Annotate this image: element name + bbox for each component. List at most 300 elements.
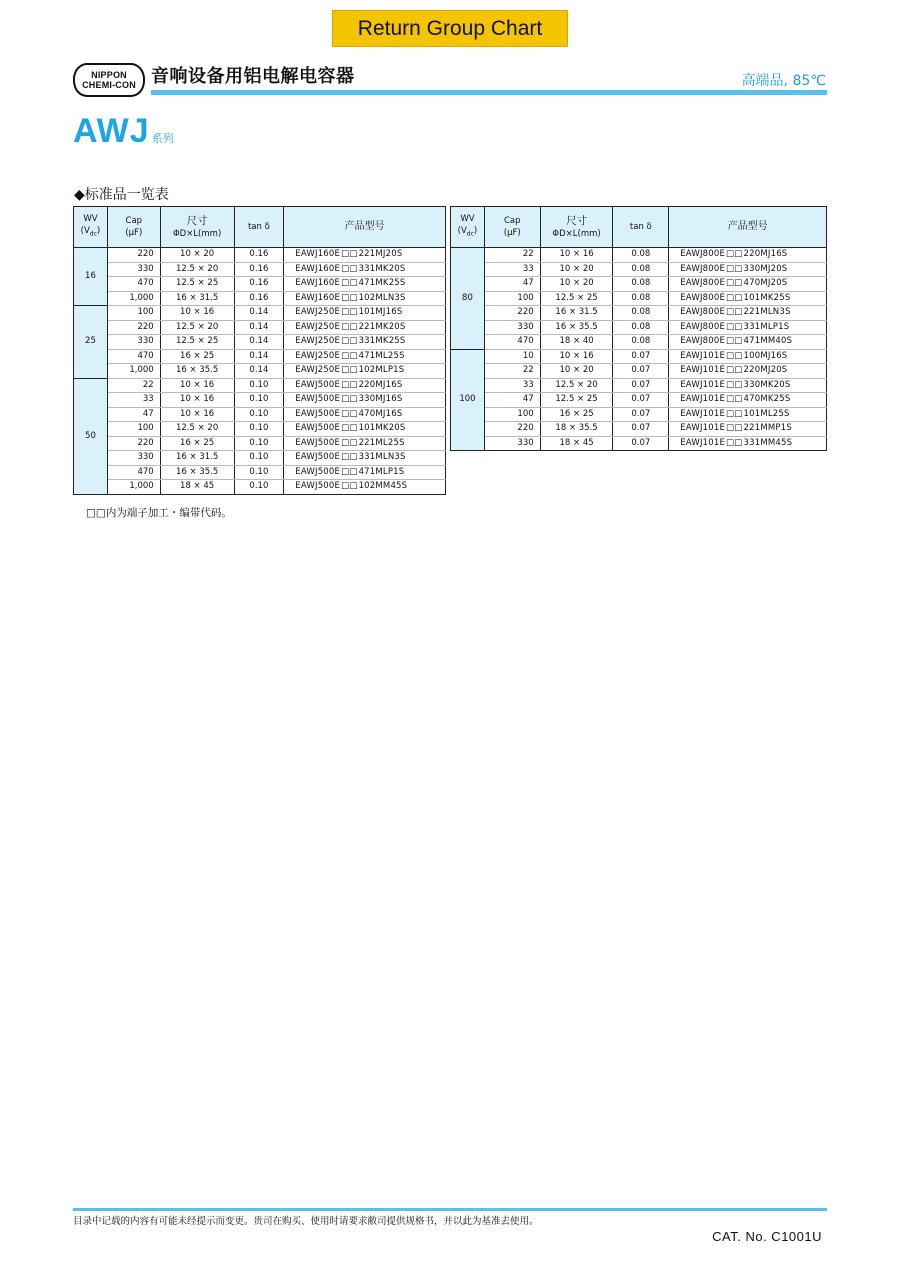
wv-cell: 16 xyxy=(74,248,108,306)
part-suffix: 100MJ16S xyxy=(743,350,788,361)
box-glyphs: □□ xyxy=(726,321,743,332)
part-suffix: 331MM45S xyxy=(743,437,793,448)
cap-cell: 470 xyxy=(107,277,160,292)
part-prefix: EAWJ800E xyxy=(680,307,726,318)
series-suffix: 系列 xyxy=(151,132,174,145)
part-prefix: EAWJ800E xyxy=(680,336,726,347)
size-header-text: ΦD×L(mm) xyxy=(552,228,601,239)
part-number-cell xyxy=(284,262,446,277)
tan-cell: 0.08 xyxy=(613,335,669,350)
tan-header xyxy=(234,207,284,248)
tan-cell: 0.10 xyxy=(234,378,284,393)
terminal-code-placeholder xyxy=(341,322,357,332)
table-row xyxy=(451,436,827,451)
part-prefix: EAWJ250E xyxy=(295,365,341,376)
box-glyphs: □□ xyxy=(726,365,743,376)
part-suffix: 471MM40S xyxy=(743,336,793,347)
table-note: □□内为端子加工・编带代码。 xyxy=(86,507,232,519)
box-glyphs: □□ xyxy=(726,350,743,361)
part-number-cell xyxy=(284,378,446,393)
terminal-code-placeholder xyxy=(341,293,357,303)
part-suffix: 331MK25S xyxy=(358,336,406,347)
size-cell: 12.5 × 20 xyxy=(540,378,613,393)
part-number-cell xyxy=(284,335,446,350)
tan-cell: 0.07 xyxy=(613,349,669,364)
part-number-cell xyxy=(284,407,446,422)
box-glyphs: □□ xyxy=(726,263,743,274)
tan-cell: 0.08 xyxy=(613,277,669,292)
wv-unit: $(V_{dc})$ xyxy=(457,226,478,238)
part-prefix: EAWJ500E xyxy=(295,466,341,477)
terminal-code-placeholder xyxy=(726,264,742,274)
part-prefix: EAWJ101E xyxy=(680,408,726,419)
tan-cell: 0.14 xyxy=(234,349,284,364)
size-cell: 16 × 25 xyxy=(540,407,613,422)
cap-cell: 10 xyxy=(484,349,540,364)
part-suffix: 220MJ20S xyxy=(743,365,788,376)
wv-header xyxy=(451,207,485,248)
box-glyphs: □□ xyxy=(726,278,743,289)
terminal-code-placeholder xyxy=(726,307,742,317)
part-number-cell xyxy=(284,277,446,292)
size-header-text: 尺寸 xyxy=(566,214,588,227)
size-header-text: 尺寸 xyxy=(186,214,208,227)
cap-cell: 1,000 xyxy=(107,291,160,306)
cap-cell: 220 xyxy=(107,248,160,263)
table-row xyxy=(451,422,827,437)
cap-cell: 470 xyxy=(107,349,160,364)
cap-cell: 47 xyxy=(484,277,540,292)
size-cell: 10 × 16 xyxy=(540,349,613,364)
cap-cell: 100 xyxy=(107,306,160,321)
return-group-chart-button[interactable]: Return Group Chart xyxy=(332,10,568,47)
terminal-code-placeholder xyxy=(726,336,742,346)
tan-cell: 0.07 xyxy=(613,378,669,393)
cap-cell: 1,000 xyxy=(107,480,160,495)
cap-cell: 1,000 xyxy=(107,364,160,379)
part-suffix: 331MLN3S xyxy=(358,452,406,463)
cap-cell: 220 xyxy=(484,306,540,321)
cap-cell: 330 xyxy=(107,335,160,350)
terminal-code-placeholder xyxy=(726,322,742,332)
terminal-code-placeholder xyxy=(341,409,357,419)
part-number-cell xyxy=(669,248,827,263)
part-suffix: 101MJ16S xyxy=(358,307,403,318)
tan-cell: 0.08 xyxy=(613,320,669,335)
part-prefix: EAWJ250E xyxy=(295,336,341,347)
part-prefix: EAWJ101E xyxy=(680,394,726,405)
part-prefix: EAWJ800E xyxy=(680,263,726,274)
box-glyphs: □□ xyxy=(341,350,358,361)
box-glyphs: □□ xyxy=(726,379,743,390)
tan-header xyxy=(613,207,669,248)
part-suffix: 221MJ20S xyxy=(358,249,403,260)
part-number-cell xyxy=(669,277,827,292)
part-number-cell xyxy=(669,407,827,422)
part-prefix: EAWJ101E xyxy=(680,365,726,376)
table-row xyxy=(74,306,446,321)
spec-table-right xyxy=(450,206,827,451)
part-number-cell xyxy=(669,262,827,277)
tan-cell: 0.08 xyxy=(613,248,669,263)
logo-line2: CHEMI-CON xyxy=(82,80,136,90)
table-row xyxy=(74,451,446,466)
wv-header xyxy=(74,207,108,248)
size-cell: 10 × 16 xyxy=(160,306,234,321)
tan-cell: 0.14 xyxy=(234,335,284,350)
series-title xyxy=(73,112,174,151)
cap-cell: 22 xyxy=(484,364,540,379)
size-cell: 10 × 16 xyxy=(160,378,234,393)
terminal-code-placeholder xyxy=(341,394,357,404)
table-row xyxy=(451,291,827,306)
terminal-code-placeholder xyxy=(341,467,357,477)
part-suffix: 102MLP1S xyxy=(358,365,405,376)
part-suffix: 471ML25S xyxy=(358,350,405,361)
part-number-cell xyxy=(284,320,446,335)
part-prefix: EAWJ500E xyxy=(295,423,341,434)
cap-header-text: Cap xyxy=(125,216,143,226)
size-cell: 10 × 20 xyxy=(540,364,613,379)
box-glyphs: □□ xyxy=(341,408,358,419)
table-row xyxy=(74,349,446,364)
part-suffix: 101MK20S xyxy=(358,423,406,434)
part-header xyxy=(669,207,827,248)
size-cell: 12.5 × 25 xyxy=(160,277,234,292)
part-suffix: 330MK20S xyxy=(743,379,791,390)
part-number-cell xyxy=(669,291,827,306)
size-cell: 16 × 31.5 xyxy=(540,306,613,321)
tan-cell: 0.10 xyxy=(234,436,284,451)
table-row xyxy=(451,349,827,364)
box-glyphs: □□ xyxy=(341,365,358,376)
part-prefix: EAWJ800E xyxy=(680,321,726,332)
box-glyphs: □□ xyxy=(341,437,358,448)
tan-cell: 0.07 xyxy=(613,364,669,379)
part-prefix: EAWJ500E xyxy=(295,452,341,463)
terminal-code-placeholder xyxy=(341,336,357,346)
table-row xyxy=(74,436,446,451)
cap-header xyxy=(484,207,540,248)
tan-cell: 0.14 xyxy=(234,364,284,379)
table-row xyxy=(74,320,446,335)
part-header-text: 产品型号 xyxy=(344,221,385,232)
size-header xyxy=(540,207,613,248)
table-row xyxy=(451,262,827,277)
size-cell: 12.5 × 20 xyxy=(160,320,234,335)
terminal-code-placeholder xyxy=(341,423,357,433)
cap-cell: 100 xyxy=(484,407,540,422)
part-number-cell xyxy=(284,480,446,495)
cap-cell: 330 xyxy=(484,320,540,335)
tan-cell: 0.16 xyxy=(234,248,284,263)
terminal-code-placeholder xyxy=(726,409,742,419)
box-glyphs: □□ xyxy=(341,249,358,260)
box-glyphs: □□ xyxy=(726,423,743,434)
tan-cell: 0.10 xyxy=(234,407,284,422)
table-row xyxy=(451,407,827,422)
part-number-cell xyxy=(669,378,827,393)
part-number-cell xyxy=(284,393,446,408)
table-row xyxy=(451,393,827,408)
box-glyphs: □□ xyxy=(341,394,358,405)
tan-cell: 0.14 xyxy=(234,320,284,335)
tan-cell: 0.10 xyxy=(234,422,284,437)
terminal-code-placeholder xyxy=(341,264,357,274)
cap-header xyxy=(107,207,160,248)
part-suffix: 331MLP1S xyxy=(743,321,790,332)
part-prefix: EAWJ500E xyxy=(295,394,341,405)
catalog-number: CAT. No. C1001U xyxy=(712,1229,822,1244)
wv-unit: $(V_{dc})$ xyxy=(80,226,101,238)
cap-cell: 22 xyxy=(484,248,540,263)
part-number-cell xyxy=(284,306,446,321)
box-glyphs: □□ xyxy=(726,292,743,303)
box-glyphs: □□ xyxy=(341,481,358,492)
table-row xyxy=(451,277,827,292)
part-number-cell xyxy=(284,422,446,437)
tan-cell: 0.07 xyxy=(613,393,669,408)
cap-cell: 470 xyxy=(107,465,160,480)
tan-cell: 0.14 xyxy=(234,306,284,321)
part-suffix: 221MLN3S xyxy=(743,307,791,318)
tan-cell: 0.16 xyxy=(234,291,284,306)
part-suffix: 101ML25S xyxy=(743,408,790,419)
part-number-cell xyxy=(284,349,446,364)
part-prefix: EAWJ500E xyxy=(295,481,341,492)
table-row xyxy=(451,378,827,393)
part-suffix: 471MK25S xyxy=(358,278,406,289)
terminal-code-placeholder xyxy=(341,307,357,317)
size-header-text: ΦD×L(mm) xyxy=(172,228,222,239)
part-number-cell xyxy=(669,436,827,451)
box-glyphs: □□ xyxy=(726,336,743,347)
size-cell: 10 × 20 xyxy=(160,248,234,263)
size-cell: 18 × 40 xyxy=(540,335,613,350)
cap-cell: 47 xyxy=(107,407,160,422)
spec-table-left xyxy=(73,206,446,495)
part-prefix: EAWJ500E xyxy=(295,408,341,419)
part-suffix: 221MMP1S xyxy=(743,423,792,434)
part-number-cell xyxy=(284,465,446,480)
size-cell: 10 × 16 xyxy=(160,407,234,422)
table-header-row xyxy=(451,207,827,248)
part-prefix: EAWJ160E xyxy=(295,263,341,274)
size-cell: 18 × 45 xyxy=(160,480,234,495)
table-row xyxy=(451,306,827,321)
tan-header-text: tan δ xyxy=(629,222,652,232)
table-row xyxy=(74,480,446,495)
cap-cell: 100 xyxy=(107,422,160,437)
cap-cell: 33 xyxy=(107,393,160,408)
grade-tag: 高端品, 85℃ xyxy=(741,73,826,89)
box-glyphs: □□ xyxy=(341,292,358,303)
part-header xyxy=(284,207,446,248)
table-row xyxy=(74,465,446,480)
tan-cell: 0.16 xyxy=(234,262,284,277)
wv-cell: 50 xyxy=(74,378,108,494)
part-number-cell xyxy=(284,436,446,451)
size-cell: 12.5 × 20 xyxy=(160,262,234,277)
part-number-cell xyxy=(669,320,827,335)
part-suffix: 330MJ20S xyxy=(743,263,788,274)
cap-header-text: Cap xyxy=(504,216,521,226)
box-glyphs: □□ xyxy=(341,336,358,347)
tan-cell: 0.10 xyxy=(234,451,284,466)
part-suffix: 471MLP1S xyxy=(358,466,405,477)
box-glyphs: □□ xyxy=(341,423,358,434)
size-cell: 12.5 × 25 xyxy=(540,291,613,306)
footer-divider xyxy=(73,1208,827,1211)
terminal-code-placeholder xyxy=(341,249,357,259)
terminal-code-placeholder xyxy=(341,365,357,375)
cap-cell: 330 xyxy=(484,436,540,451)
cap-cell: 330 xyxy=(107,262,160,277)
terminal-code-placeholder xyxy=(341,380,357,390)
cap-cell: 100 xyxy=(484,291,540,306)
tan-cell: 0.07 xyxy=(613,407,669,422)
header-divider xyxy=(151,90,827,95)
size-cell: 16 × 31.5 xyxy=(160,451,234,466)
part-suffix: 331MK20S xyxy=(358,263,406,274)
wv-label: WV xyxy=(83,214,98,225)
part-prefix: EAWJ250E xyxy=(295,350,341,361)
cap-cell: 220 xyxy=(484,422,540,437)
part-prefix: EAWJ101E xyxy=(680,379,726,390)
box-glyphs: □□ xyxy=(341,321,358,332)
size-cell: 10 × 16 xyxy=(540,248,613,263)
part-suffix: 220MJ16S xyxy=(358,379,403,390)
table-row xyxy=(74,291,446,306)
cap-cell: 220 xyxy=(107,436,160,451)
wv-cell: 80 xyxy=(451,248,485,350)
footer-disclaimer: 目录中记载的内容有可能未经提示而变更。贵司在购买、使用时请要求敝司提供规格书，并以此为基准去使用。 xyxy=(73,1216,539,1227)
terminal-code-placeholder xyxy=(726,293,742,303)
terminal-code-placeholder xyxy=(726,365,742,375)
wv-cell: 25 xyxy=(74,306,108,379)
part-suffix: 470MJ16S xyxy=(358,408,403,419)
part-suffix: 470MK25S xyxy=(743,394,791,405)
size-cell: 10 × 20 xyxy=(540,262,613,277)
part-number-cell xyxy=(669,335,827,350)
size-cell: 18 × 35.5 xyxy=(540,422,613,437)
cap-cell: 22 xyxy=(107,378,160,393)
table-row xyxy=(451,320,827,335)
box-glyphs: □□ xyxy=(726,394,743,405)
table-row xyxy=(74,407,446,422)
box-glyphs: □□ xyxy=(726,408,743,419)
table-row xyxy=(74,262,446,277)
part-prefix: EAWJ250E xyxy=(295,321,341,332)
table-row xyxy=(74,378,446,393)
size-cell: 16 × 25 xyxy=(160,349,234,364)
size-cell: 16 × 35.5 xyxy=(540,320,613,335)
wv-label: WV xyxy=(460,214,475,225)
cap-header-text: (μF) xyxy=(503,228,521,238)
size-cell: 10 × 20 xyxy=(540,277,613,292)
terminal-code-placeholder xyxy=(726,249,742,259)
part-number-cell xyxy=(669,422,827,437)
part-prefix: EAWJ160E xyxy=(295,249,341,260)
part-prefix: EAWJ101E xyxy=(680,437,726,448)
part-suffix: 470MJ20S xyxy=(743,278,788,289)
size-cell: 10 × 16 xyxy=(160,393,234,408)
table-header-row xyxy=(74,207,446,248)
part-number-cell xyxy=(284,451,446,466)
table-row xyxy=(74,248,446,263)
cap-cell: 470 xyxy=(484,335,540,350)
part-prefix: EAWJ160E xyxy=(295,292,341,303)
part-prefix: EAWJ500E xyxy=(295,437,341,448)
part-prefix: EAWJ800E xyxy=(680,278,726,289)
terminal-code-placeholder xyxy=(726,380,742,390)
terminal-code-placeholder xyxy=(341,438,357,448)
part-prefix: EAWJ101E xyxy=(680,350,726,361)
part-suffix: 102MM45S xyxy=(358,481,408,492)
tan-header-text: tan δ xyxy=(247,222,270,232)
part-number-cell xyxy=(284,291,446,306)
box-glyphs: □□ xyxy=(341,379,358,390)
table-row xyxy=(74,277,446,292)
box-glyphs: □□ xyxy=(726,249,743,260)
box-glyphs: □□ xyxy=(341,278,358,289)
table-row xyxy=(451,335,827,350)
tan-cell: 0.10 xyxy=(234,393,284,408)
cap-cell: 47 xyxy=(484,393,540,408)
size-cell: 12.5 × 25 xyxy=(540,393,613,408)
part-prefix: EAWJ101E xyxy=(680,423,726,434)
tan-cell: 0.10 xyxy=(234,480,284,495)
terminal-code-placeholder xyxy=(341,351,357,361)
tan-cell: 0.07 xyxy=(613,422,669,437)
part-suffix: 221MK20S xyxy=(358,321,406,332)
size-cell: 12.5 × 25 xyxy=(160,335,234,350)
size-cell: 16 × 35.5 xyxy=(160,465,234,480)
size-cell: 16 × 31.5 xyxy=(160,291,234,306)
series-code: AWJ xyxy=(73,112,150,150)
tan-cell: 0.16 xyxy=(234,277,284,292)
part-header-text: 产品型号 xyxy=(727,221,768,232)
part-prefix: EAWJ250E xyxy=(295,307,341,318)
part-suffix: 220MJ16S xyxy=(743,249,788,260)
table-row xyxy=(451,364,827,379)
tan-cell: 0.10 xyxy=(234,465,284,480)
part-number-cell xyxy=(669,393,827,408)
part-prefix: EAWJ160E xyxy=(295,278,341,289)
terminal-code-placeholder xyxy=(341,278,357,288)
part-number-cell xyxy=(669,364,827,379)
part-suffix: 102MLN3S xyxy=(358,292,406,303)
part-number-cell xyxy=(669,306,827,321)
terminal-code-placeholder xyxy=(341,481,357,491)
box-glyphs: □□ xyxy=(341,307,358,318)
logo-line1: NIPPON xyxy=(91,70,127,80)
terminal-code-placeholder xyxy=(726,394,742,404)
box-glyphs: □□ xyxy=(726,437,743,448)
cap-cell: 33 xyxy=(484,378,540,393)
terminal-code-placeholder xyxy=(726,278,742,288)
box-glyphs: □□ xyxy=(341,466,358,477)
table-row xyxy=(451,248,827,263)
table-row xyxy=(74,335,446,350)
wv-cell: 100 xyxy=(451,349,485,451)
box-glyphs: □□ xyxy=(726,307,743,318)
tan-cell: 0.08 xyxy=(613,291,669,306)
size-header xyxy=(160,207,234,248)
table-row xyxy=(74,422,446,437)
size-cell: 12.5 × 20 xyxy=(160,422,234,437)
tan-cell: 0.08 xyxy=(613,262,669,277)
